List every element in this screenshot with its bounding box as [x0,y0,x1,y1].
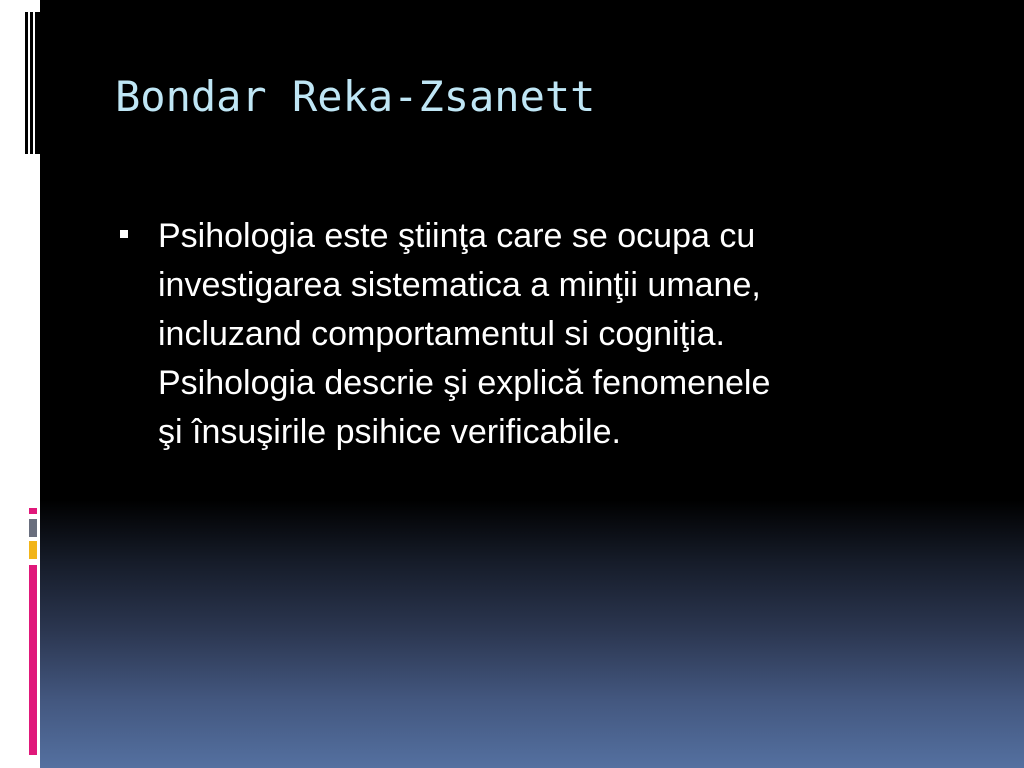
decorative-bar-pink [29,565,37,755]
slide-content [120,212,940,457]
decorative-bar-yellow [29,541,37,559]
bullet-item [120,212,940,457]
left-decorative-strip [0,0,40,768]
decorative-bar [25,12,28,154]
square-bullet-icon [120,230,128,238]
decorative-bar-gray [29,519,37,537]
decorative-bar [35,12,40,154]
decorative-bar [30,12,33,154]
decorative-bar-pink-small [29,508,37,514]
bullet-text: Psihologia este ştiinţa care se ocupa cu investigarea sistematica a minţii umane, incluzand comportamentul si cogniţia. Psihologia descrie şi explică fenomenele şi însuşirile psihice verificabile. [158,217,771,451]
slide-title: Bondar Reka-Zsanett [115,72,596,121]
